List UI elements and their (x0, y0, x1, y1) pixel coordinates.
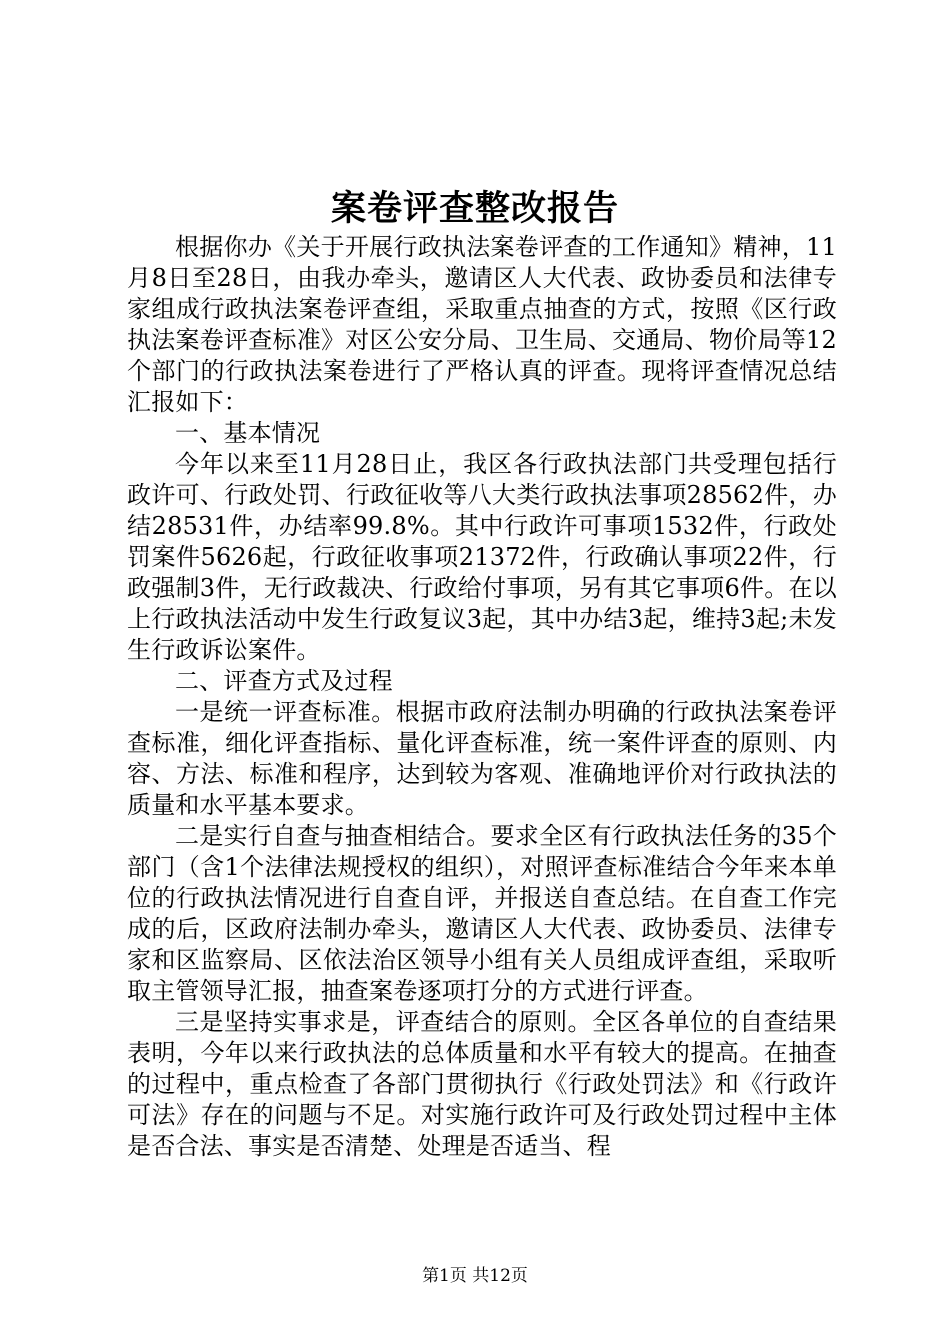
document-title: 案卷评查整改报告 (330, 188, 619, 229)
page-number-footer: 第1页 共12页 (422, 1266, 528, 1286)
section-heading-basic-situation: 一、基本情况 (175, 419, 321, 447)
paragraph-fact-based: 三是坚持实事求是，评查结合的原则。全区各单位的自查结果表明，今年以来行政执法的总体质量和水平有较大的提高。在抽查的过程中，重点检查了各部门贯彻执行《行政处罚法》和《行政许可法》存在的问题与不足。对实施行政许可及行政处罚过程中主体是否合法、事实是否清楚、处理是否适当、程 (127, 1008, 837, 1160)
paragraph-unified-standard: 一是统一评查标准。根据市政府法制办明确的行政执法案卷评查标准，细化评查指标、量化评查标准，统一案件评查的原则、内容、方法、标准和程序，达到较为客观、准确地评价对行政执法的质量和水平基本要求。 (127, 698, 837, 819)
paragraph-intro: 根据你办《关于开展行政执法案卷评查的工作通知》精神，11月8日至28日，由我办牵头，邀请区人大代表、政协委员和法律专家组成行政执法案卷评查组，采取重点抽查的方式，按照《区行政执法案卷评查标准》对区公安分局、卫生局、交通局、物价局等12个部门的行政执法案卷进行了严格认真的评查。现将评查情况总结汇报如下： (127, 233, 837, 416)
paragraph-self-check: 二是实行自查与抽查相结合。要求全区有行政执法任务的35个部门（含1个法律法规授权的组织），对照评查标准结合今年来本单位的行政执法情况进行自查自评，并报送自查总结。在自查工作完成的后，区政府法制办牵头，邀请区人大代表、政协委员、法律专家和区监察局、区依法治区领导小组有关人员组成评查组，采取听取主管领导汇报，抽查案卷逐项打分的方式进行评查。 (127, 822, 837, 1005)
document-body (127, 232, 837, 1162)
paragraph-basic-situation: 今年以来至11月28日止，我区各行政执法部门共受理包括行政许可、行政处罚、行政征收等八大类行政执法事项28562件，办结28531件，办结率99.8%。其中行政许可事项1532件，行政处罚案件5626起，行政征收事项21372件，行政确认事项22件，行政强制3件，无行政裁决、行政给付事项，另有其它事项6件。在以上行政执法活动中发生行政复议3起，其中办结3起，维持3起;未发生行政诉讼案件。 (127, 450, 837, 664)
section-heading-review-method: 二、评查方式及过程 (175, 667, 393, 695)
